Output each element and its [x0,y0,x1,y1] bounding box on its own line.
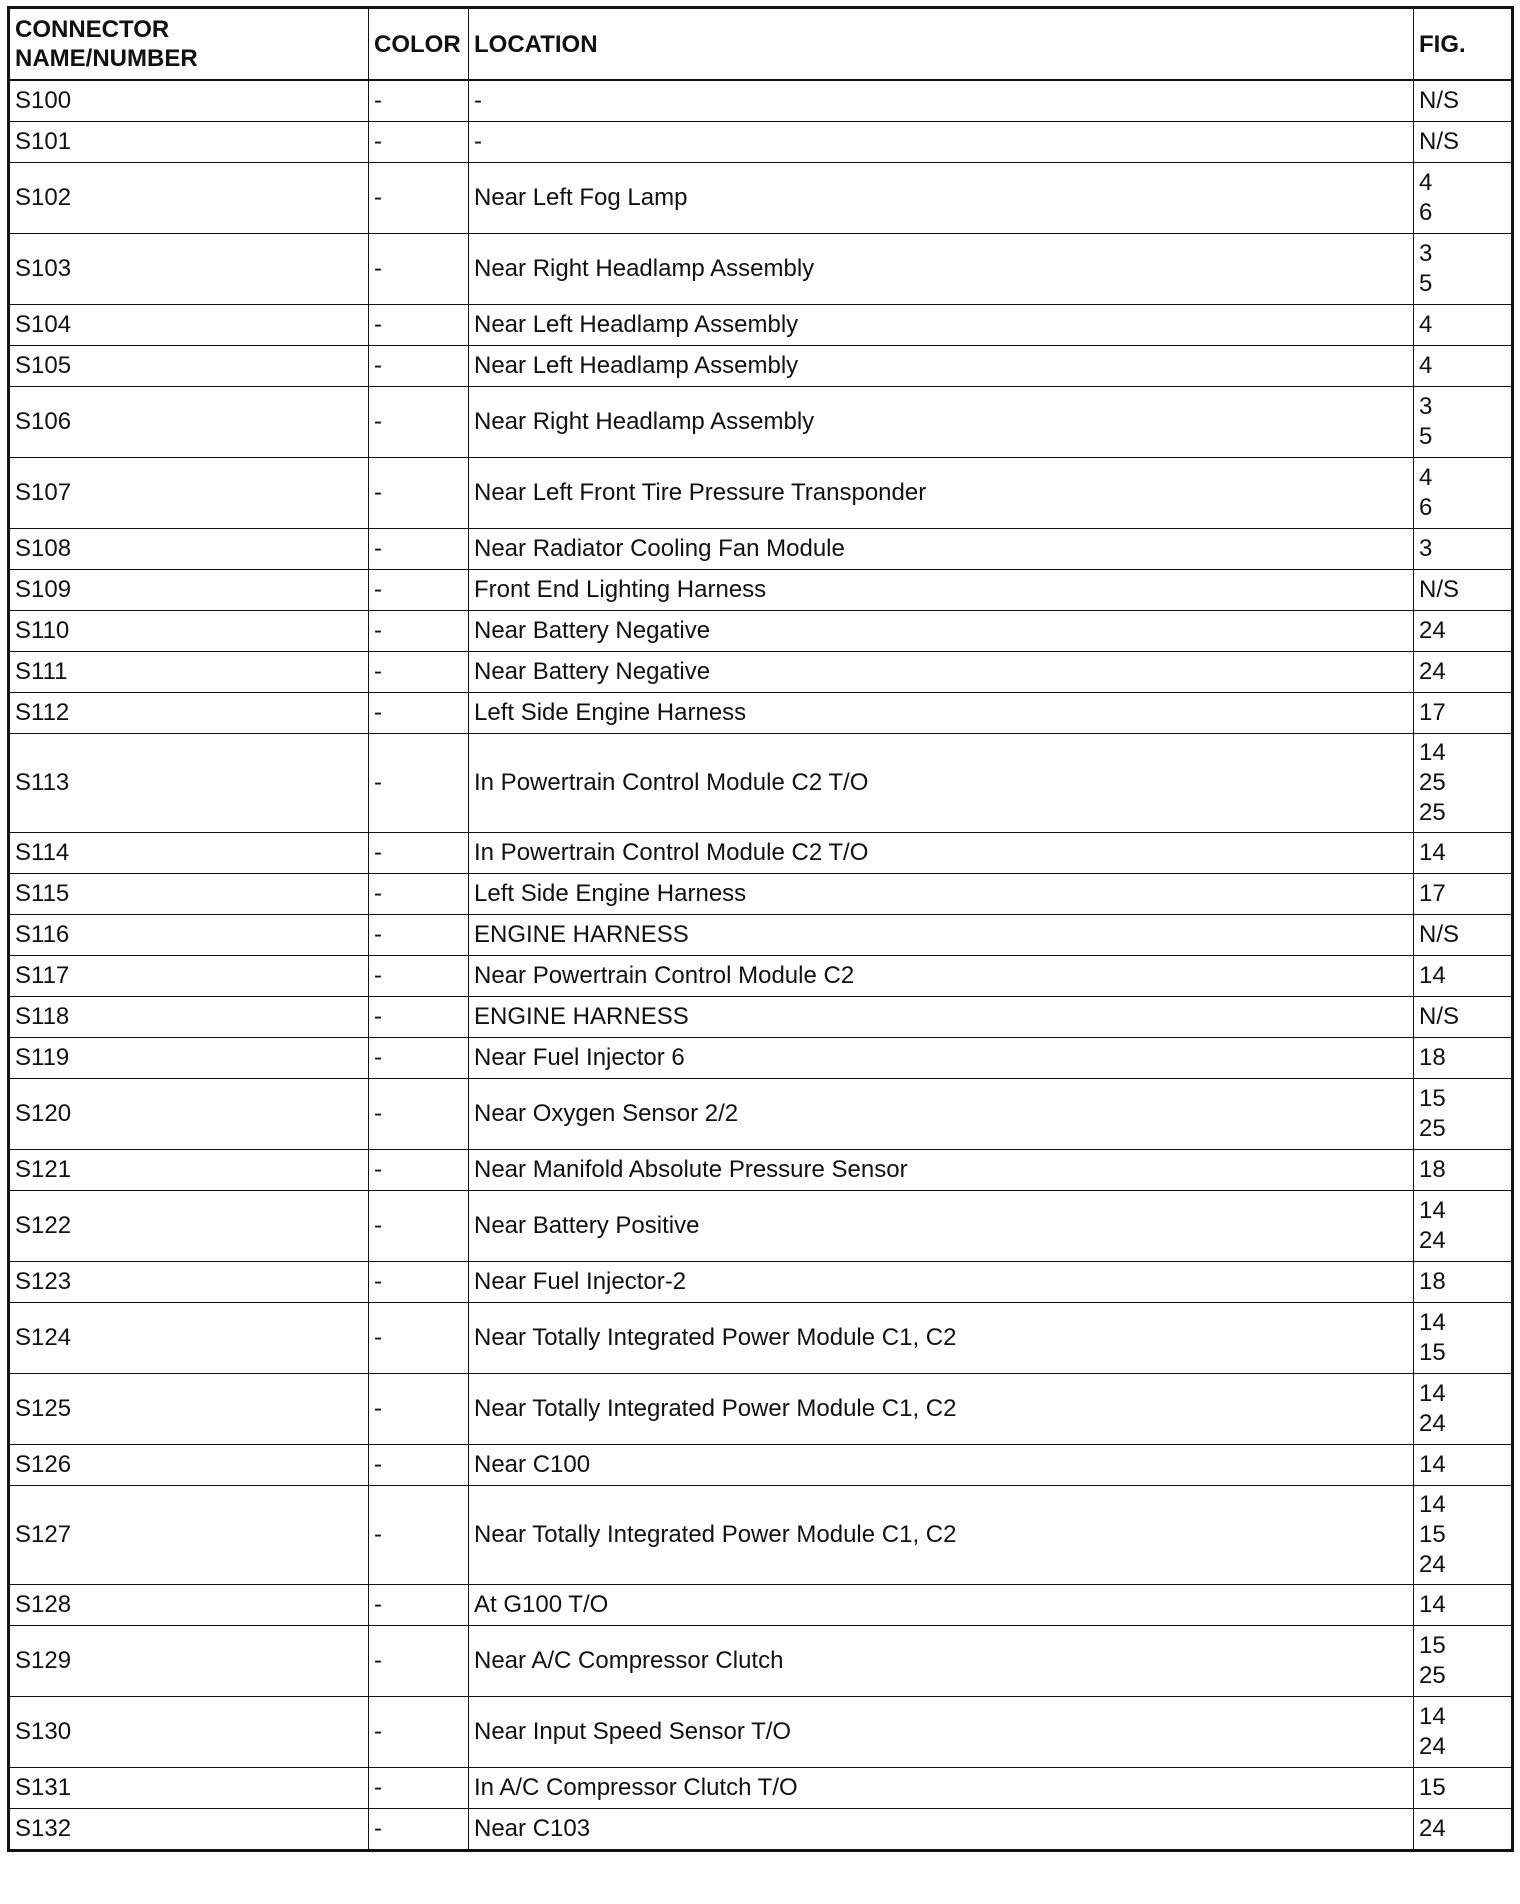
connector-name-cell: S111 [9,652,369,693]
location-cell: - [469,80,1414,122]
connector-name-cell: S123 [9,1262,369,1303]
fig-cell [1414,1303,1513,1374]
color-cell: - [369,997,469,1038]
location-cell: At G100 T/O [469,1585,1414,1626]
color-cell: - [369,1374,469,1445]
fig-number: 6 [1419,494,1433,521]
fig-number: 25 [1419,799,1446,826]
connector-name-cell: S114 [9,833,369,874]
location-cell: In A/C Compressor Clutch T/O [469,1768,1414,1809]
table-row [9,956,1513,997]
fig-number: 14 [1419,1197,1446,1224]
connector-name-cell: S101 [9,122,369,163]
location-cell: ENGINE HARNESS [469,915,1414,956]
location-cell: Front End Lighting Harness [469,570,1414,611]
color-cell: - [369,1150,469,1191]
fig-number: 25 [1419,1115,1446,1142]
location-cell: Near Oxygen Sensor 2/2 [469,1079,1414,1150]
table-row [9,346,1513,387]
header-fig: FIG. [1414,8,1513,81]
fig-number: 24 [1419,658,1446,685]
table-body [9,80,1513,1851]
fig-cell [1414,1150,1513,1191]
fig-cell [1414,1486,1513,1585]
connector-name-cell: S122 [9,1191,369,1262]
fig-cell [1414,122,1513,163]
location-cell: Near Left Headlamp Assembly [469,346,1414,387]
fig-number: N/S [1419,87,1460,114]
connector-name-cell: S104 [9,305,369,346]
location-cell: Left Side Engine Harness [469,874,1414,915]
table-row [9,1768,1513,1809]
connector-name-cell: S118 [9,997,369,1038]
fig-cell [1414,305,1513,346]
fig-number: 14 [1419,1380,1446,1407]
table-row [9,1697,1513,1768]
connector-name-cell: S128 [9,1585,369,1626]
fig-number: 17 [1419,880,1446,907]
color-cell: - [369,1585,469,1626]
fig-number: N/S [1419,921,1460,948]
color-cell: - [369,833,469,874]
table-header-row [9,8,1513,81]
table-row [9,80,1513,122]
fig-number: 24 [1419,1815,1446,1842]
color-cell: - [369,915,469,956]
color-cell: - [369,1697,469,1768]
connector-name-cell: S112 [9,693,369,734]
connector-name-cell: S130 [9,1697,369,1768]
color-cell: - [369,234,469,305]
connector-name-cell: S106 [9,387,369,458]
fig-cell [1414,1038,1513,1079]
fig-number: 15 [1419,1632,1446,1659]
table-row [9,387,1513,458]
color-cell: - [369,1038,469,1079]
fig-number: 14 [1419,839,1446,866]
fig-number: 24 [1419,1551,1446,1578]
location-cell: Near C100 [469,1445,1414,1486]
table-row [9,1038,1513,1079]
table-row [9,1585,1513,1626]
location-cell: Near Fuel Injector-2 [469,1262,1414,1303]
color-cell: - [369,1445,469,1486]
color-cell: - [369,652,469,693]
fig-number: 24 [1419,617,1446,644]
connector-name-cell: S117 [9,956,369,997]
color-cell: - [369,1262,469,1303]
fig-number: N/S [1419,128,1460,155]
table-row [9,1809,1513,1851]
header-color: COLOR [369,8,469,81]
location-cell: In Powertrain Control Module C2 T/O [469,833,1414,874]
fig-cell [1414,1768,1513,1809]
fig-cell [1414,1262,1513,1303]
fig-cell [1414,1585,1513,1626]
location-cell: Near Powertrain Control Module C2 [469,956,1414,997]
fig-cell [1414,611,1513,652]
connector-name-cell: S125 [9,1374,369,1445]
fig-number: 24 [1419,1410,1446,1437]
fig-cell [1414,693,1513,734]
fig-number: 3 [1419,240,1433,267]
fig-number: 6 [1419,199,1433,226]
color-cell: - [369,80,469,122]
fig-cell [1414,1191,1513,1262]
color-cell: - [369,458,469,529]
table-row [9,305,1513,346]
color-cell: - [369,1303,469,1374]
table-row [9,693,1513,734]
connector-name-cell: S113 [9,734,369,833]
table-row [9,1445,1513,1486]
fig-number: 25 [1419,769,1446,796]
fig-number: 18 [1419,1268,1446,1295]
table-row [9,458,1513,529]
fig-cell [1414,1445,1513,1486]
connector-name-cell: S131 [9,1768,369,1809]
color-cell: - [369,734,469,833]
location-cell: Left Side Engine Harness [469,693,1414,734]
connector-name-cell: S120 [9,1079,369,1150]
location-cell: Near Fuel Injector 6 [469,1038,1414,1079]
location-cell: Near Right Headlamp Assembly [469,234,1414,305]
color-cell: - [369,305,469,346]
fig-number: 15 [1419,1774,1446,1801]
location-cell: Near Left Fog Lamp [469,163,1414,234]
fig-cell [1414,80,1513,122]
color-cell: - [369,1191,469,1262]
location-cell: Near C103 [469,1809,1414,1851]
connector-name-cell: S110 [9,611,369,652]
fig-cell [1414,1809,1513,1851]
connector-name-cell: S132 [9,1809,369,1851]
fig-cell [1414,1374,1513,1445]
fig-number: 4 [1419,311,1433,338]
connector-name-cell: S126 [9,1445,369,1486]
fig-number: 15 [1419,1085,1446,1112]
connector-location-table [7,6,1514,1852]
fig-cell [1414,1626,1513,1697]
header-connector-line1: CONNECTOR [15,16,170,43]
color-cell: - [369,570,469,611]
location-cell: Near Radiator Cooling Fan Module [469,529,1414,570]
fig-cell [1414,997,1513,1038]
fig-cell [1414,1697,1513,1768]
fig-number: 3 [1419,393,1433,420]
table-row [9,833,1513,874]
fig-cell [1414,915,1513,956]
fig-number: 3 [1419,535,1433,562]
fig-number: 14 [1419,1703,1446,1730]
fig-cell [1414,833,1513,874]
color-cell: - [369,122,469,163]
connector-name-cell: S108 [9,529,369,570]
color-cell: - [369,1768,469,1809]
table-row [9,122,1513,163]
fig-number: 17 [1419,699,1446,726]
fig-number: 25 [1419,1662,1446,1689]
table-row [9,611,1513,652]
location-cell: Near Left Front Tire Pressure Transponder [469,458,1414,529]
location-cell: Near Battery Positive [469,1191,1414,1262]
fig-cell [1414,570,1513,611]
location-cell: Near Battery Negative [469,611,1414,652]
location-cell: Near Right Headlamp Assembly [469,387,1414,458]
fig-cell [1414,234,1513,305]
fig-cell [1414,346,1513,387]
table-row [9,1079,1513,1150]
table-row [9,570,1513,611]
connector-name-cell: S115 [9,874,369,915]
location-cell: Near Left Headlamp Assembly [469,305,1414,346]
table-row [9,734,1513,833]
connector-name-cell: S105 [9,346,369,387]
connector-name-cell: S121 [9,1150,369,1191]
fig-number: 4 [1419,352,1433,379]
location-cell: In Powertrain Control Module C2 T/O [469,734,1414,833]
color-cell: - [369,611,469,652]
fig-number: 14 [1419,962,1446,989]
fig-number: 24 [1419,1227,1446,1254]
color-cell: - [369,956,469,997]
fig-number: N/S [1419,1003,1460,1030]
location-cell: ENGINE HARNESS [469,997,1414,1038]
fig-number: 18 [1419,1044,1446,1071]
connector-name-cell: S102 [9,163,369,234]
color-cell: - [369,1626,469,1697]
fig-number: 4 [1419,464,1433,491]
table-row [9,163,1513,234]
table-row [9,1191,1513,1262]
fig-cell [1414,163,1513,234]
table-row [9,234,1513,305]
fig-cell [1414,734,1513,833]
fig-number: 15 [1419,1339,1446,1366]
fig-number: 5 [1419,423,1433,450]
table-row [9,915,1513,956]
fig-cell [1414,387,1513,458]
fig-number: 14 [1419,739,1446,766]
connector-name-cell: S103 [9,234,369,305]
color-cell: - [369,693,469,734]
color-cell: - [369,874,469,915]
connector-name-cell: S129 [9,1626,369,1697]
table-row [9,1626,1513,1697]
color-cell: - [369,1486,469,1585]
table-row [9,874,1513,915]
fig-number: 14 [1419,1491,1446,1518]
header-location: LOCATION [469,8,1414,81]
table-row [9,1150,1513,1191]
color-cell: - [369,1809,469,1851]
fig-number: 15 [1419,1521,1446,1548]
location-cell: Near Battery Negative [469,652,1414,693]
fig-cell [1414,458,1513,529]
connector-table-page [7,6,1511,1852]
color-cell: - [369,1079,469,1150]
fig-number: 24 [1419,1733,1446,1760]
fig-number: 14 [1419,1591,1446,1618]
table-row [9,997,1513,1038]
connector-name-cell: S109 [9,570,369,611]
color-cell: - [369,387,469,458]
table-row [9,529,1513,570]
fig-number: N/S [1419,576,1460,603]
fig-number: 14 [1419,1309,1446,1336]
color-cell: - [369,346,469,387]
location-cell: Near Totally Integrated Power Module C1, C2 [469,1303,1414,1374]
table-row [9,1262,1513,1303]
fig-cell [1414,529,1513,570]
connector-name-cell: S127 [9,1486,369,1585]
color-cell: - [369,529,469,570]
location-cell: Near Manifold Absolute Pressure Sensor [469,1150,1414,1191]
header-connector-name [9,8,369,81]
header-connector-line2: NAME/NUMBER [15,45,198,72]
location-cell: Near Totally Integrated Power Module C1, C2 [469,1486,1414,1585]
fig-cell [1414,956,1513,997]
fig-cell [1414,652,1513,693]
connector-name-cell: S116 [9,915,369,956]
location-cell: Near Totally Integrated Power Module C1, C2 [469,1374,1414,1445]
color-cell: - [369,163,469,234]
fig-number: 14 [1419,1451,1446,1478]
connector-name-cell: S124 [9,1303,369,1374]
location-cell: - [469,122,1414,163]
table-row [9,652,1513,693]
fig-number: 5 [1419,270,1433,297]
fig-cell [1414,874,1513,915]
table-row [9,1486,1513,1585]
fig-cell [1414,1079,1513,1150]
connector-name-cell: S100 [9,80,369,122]
fig-number: 18 [1419,1156,1446,1183]
connector-name-cell: S119 [9,1038,369,1079]
table-row [9,1374,1513,1445]
location-cell: Near A/C Compressor Clutch [469,1626,1414,1697]
connector-name-cell: S107 [9,458,369,529]
location-cell: Near Input Speed Sensor T/O [469,1697,1414,1768]
table-row [9,1303,1513,1374]
fig-number: 4 [1419,169,1433,196]
